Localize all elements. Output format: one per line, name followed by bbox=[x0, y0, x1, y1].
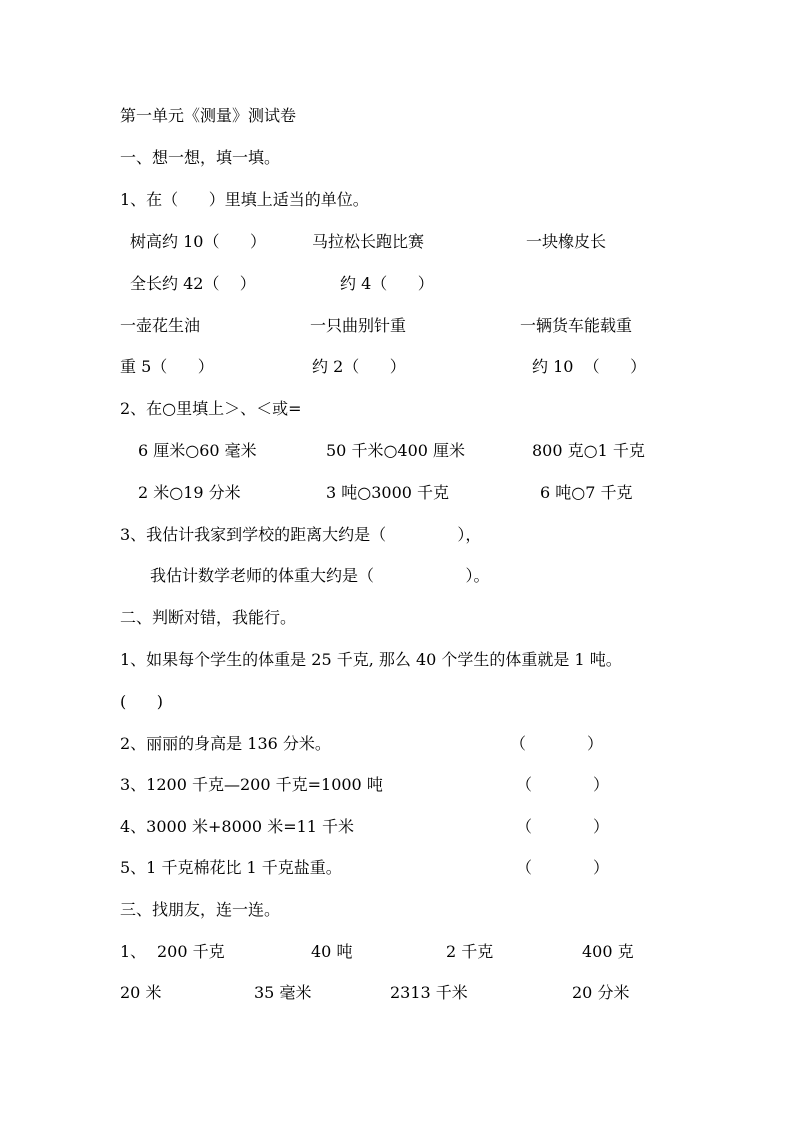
match-item-top: 400 克 bbox=[582, 942, 634, 961]
section1-heading: 一、想一想，填一填。 bbox=[120, 148, 281, 167]
q2-item: 6 厘米○60 毫米 bbox=[138, 441, 257, 460]
q1-item: 全长约 42（ ） bbox=[130, 274, 256, 293]
judge-item-text: 1、如果每个学生的体重是 25 千克, 那么 40 个学生的体重就是 1 吨。 bbox=[120, 650, 622, 669]
q2-item: 2 米○19 分米 bbox=[138, 483, 241, 502]
judge-item-text: 3、1200 千克—200 千克=1000 吨 bbox=[120, 775, 383, 794]
judge-item-blank: （ ） bbox=[516, 775, 610, 794]
section2-heading: 二、判断对错，我能行。 bbox=[120, 608, 297, 627]
judge-item-blank: （ ） bbox=[516, 858, 610, 877]
judge-item-text: 2、丽丽的身高是 136 分米。 bbox=[120, 734, 331, 753]
q1-item: 约 4（ ） bbox=[340, 274, 434, 293]
q1-item: 一壶花生油 bbox=[120, 316, 201, 335]
q1-item: 一块橡皮长 bbox=[526, 232, 607, 251]
match-item-top: 40 吨 bbox=[311, 942, 353, 961]
judge-item-text: 4、3000 米+8000 米=11 千米 bbox=[120, 817, 355, 836]
match-item-top: 2 千克 bbox=[446, 942, 494, 961]
match-item-bottom: 2313 千米 bbox=[390, 983, 468, 1002]
q1-item: 一辆货车能载重 bbox=[520, 316, 633, 335]
q1-item: 树高约 10（ ） bbox=[130, 232, 266, 251]
q3-line2: 我估计数学老师的体重大约是（ ）。 bbox=[150, 566, 490, 585]
q2-item: 3 吨○3000 千克 bbox=[326, 483, 450, 502]
judge-item-blank: ( ) bbox=[120, 692, 163, 711]
q1-prompt: 1、在（ ）里填上适当的单位。 bbox=[120, 190, 369, 209]
q1-item: 约 2（ ） bbox=[312, 357, 406, 376]
q2-item: 6 吨○7 千克 bbox=[540, 483, 633, 502]
match-question-label: 1、 bbox=[120, 942, 147, 961]
q2-item: 50 千米○400 厘米 bbox=[326, 441, 466, 460]
judge-item-blank: （ ） bbox=[516, 817, 610, 836]
q1-item: 马拉松长跑比赛 bbox=[312, 232, 425, 251]
q2-prompt: 2、在○里填上＞、＜或= bbox=[120, 399, 302, 418]
q3-line1: 3、我估计我家到学校的距离大约是（ ）， bbox=[120, 525, 482, 544]
match-item-top: 200 千克 bbox=[157, 942, 225, 961]
page-title: 第一单元《测量》测试卷 bbox=[120, 106, 297, 125]
match-item-bottom: 20 分米 bbox=[572, 983, 630, 1002]
judge-item-blank: （ ） bbox=[510, 734, 604, 753]
judge-item-text: 5、1 千克棉花比 1 千克盐重。 bbox=[120, 858, 342, 877]
q1-item: 一只曲别针重 bbox=[310, 316, 407, 335]
q1-item: 约 10 （ ） bbox=[532, 357, 647, 376]
q2-item: 800 克○1 千克 bbox=[532, 441, 645, 460]
q1-item: 重 5（ ） bbox=[120, 357, 214, 376]
match-item-bottom: 35 毫米 bbox=[254, 983, 312, 1002]
match-item-bottom: 20 米 bbox=[120, 983, 162, 1002]
section3-heading: 三、找朋友，连一连。 bbox=[120, 900, 281, 919]
